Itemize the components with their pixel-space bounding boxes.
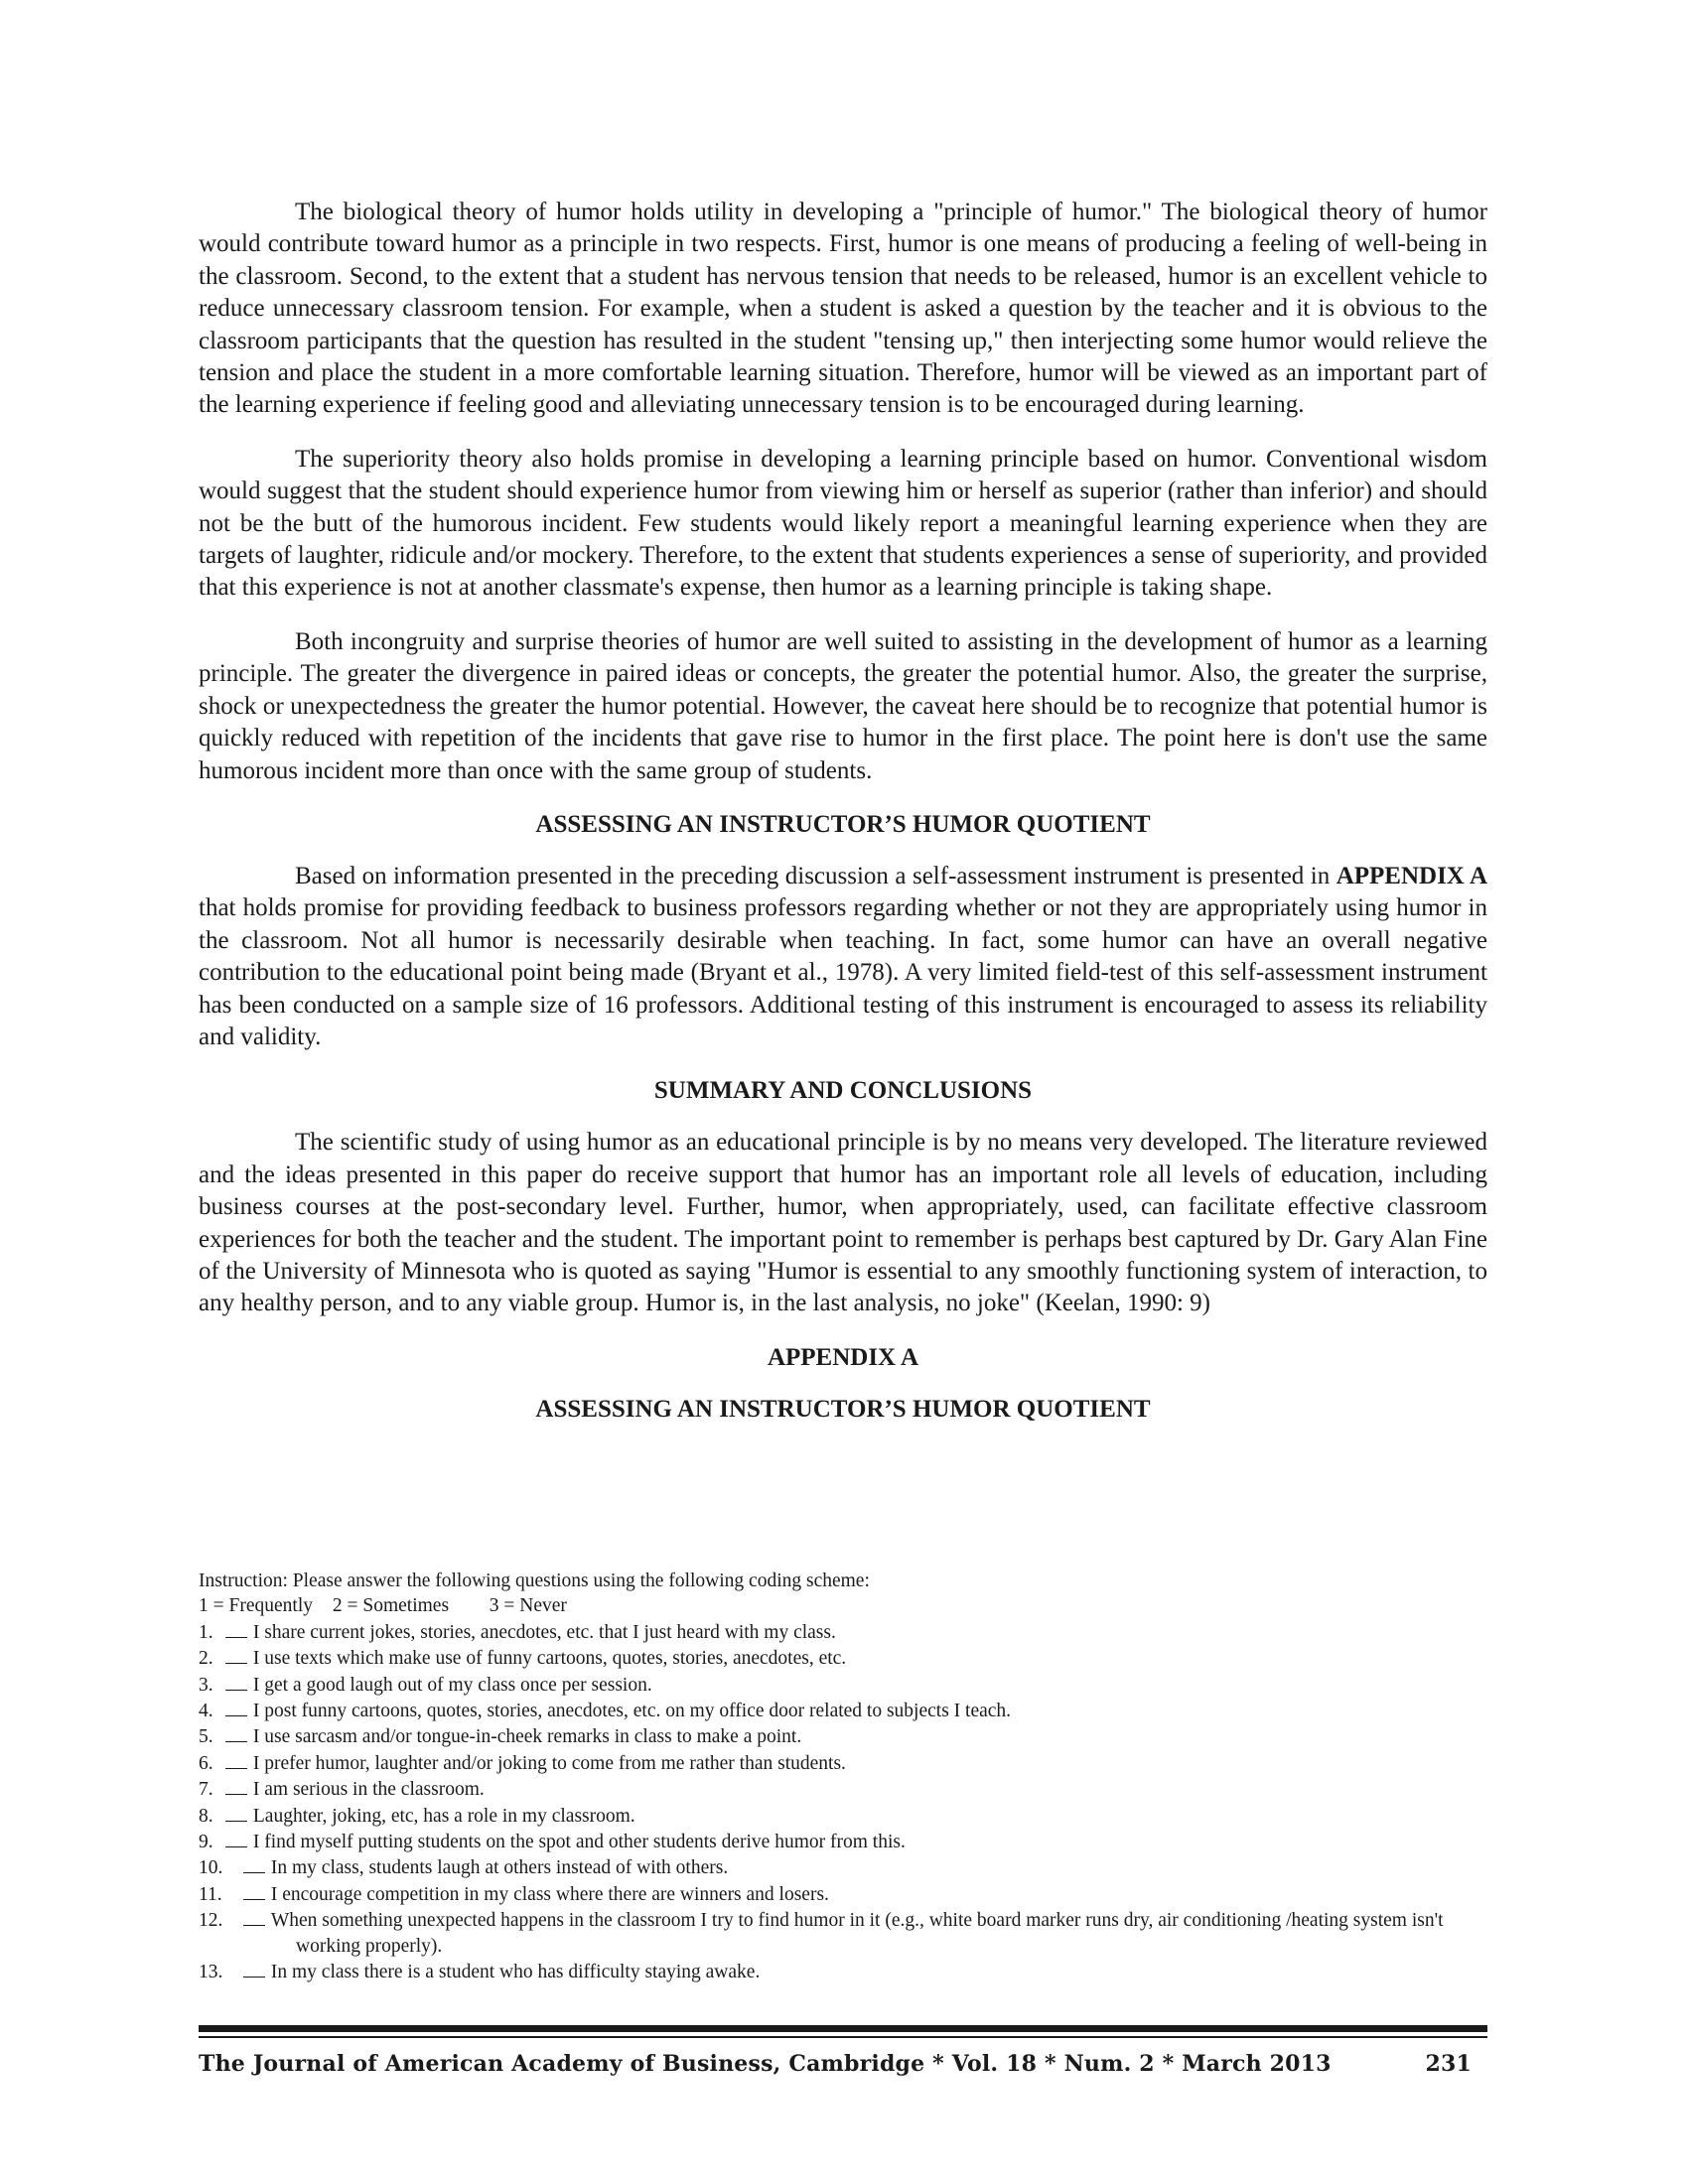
item-text: I use texts which make use of funny cartoons, quotes, stories, anecdotes, etc. bbox=[252, 1648, 847, 1670]
item-number: 9. bbox=[199, 1832, 213, 1853]
humor-quotient-questionnaire bbox=[199, 1569, 1487, 1985]
item-number: 10. bbox=[199, 1857, 223, 1879]
questionnaire-item bbox=[199, 1698, 1487, 1723]
questionnaire-item bbox=[199, 1619, 1487, 1645]
questionnaire-instruction: Instruction: Please answer the following questions using the following coding scheme: bbox=[199, 1570, 870, 1591]
answer-blank[interactable] bbox=[243, 1959, 265, 1978]
answer-blank[interactable] bbox=[225, 1803, 247, 1822]
questionnaire-item bbox=[199, 1907, 1487, 1959]
item-text: I am serious in the classroom. bbox=[252, 1779, 485, 1801]
assessing-text-after: that holds promise for providing feedback to business professors regarding whether or not they are appropriately using humor in the classroom. Not all humor is necessarily desirable when teaching. In fact, some humor can have an overall negative contribution to the educational point being made (Bryant et al., 1978). A very limited field-test of this self-assessment instrument has been conducted on a sample size of 16 professors. Additional testing of this instrument is encouraged to assess its reliability and validity. bbox=[199, 894, 1487, 1050]
item-text: I share current jokes, stories, anecdotes, etc. that I just heard with my class. bbox=[252, 1621, 836, 1643]
item-text: When something unexpected happens in the classroom I try to find humor in it (e.g., white board marker runs dry, air conditioning /heating system isn't working properly). bbox=[270, 1910, 1444, 1957]
item-text: I get a good laugh out of my class once per session. bbox=[252, 1674, 652, 1696]
answer-blank[interactable] bbox=[243, 1854, 265, 1873]
item-text: I post funny cartoons, quotes, stories, anecdotes, etc. on my office door related to subjects I teach. bbox=[252, 1701, 1012, 1722]
questionnaire-item bbox=[199, 1750, 1487, 1776]
heading-summary-conclusions: SUMMARY AND CONCLUSIONS bbox=[653, 1077, 1033, 1105]
questionnaire-item bbox=[199, 1803, 1487, 1829]
paragraph-assessing bbox=[199, 861, 1487, 1053]
assessing-text-before: Based on information presented in the preceding discussion a self-assessment instrument is presented in bbox=[295, 862, 1336, 889]
footer-rule-thick bbox=[199, 2025, 1487, 2032]
scale-never: 3 = Never bbox=[489, 1595, 567, 1617]
paragraph-incongruity-surprise: Both incongruity and surprise theories of humor are well suited to assisting in the development of humor as a learning principle. The greater the divergence in paired ideas or concepts, the greater the potential humor. Also, the greater the surprise, shock or unexpectedness the greater the humor potential. However, the caveat here should be to recognize that potential humor is quickly reduced with repetition of the incidents that gave rise to humor in the first place. The point here is don't use the same humorous incident more than once with the same group of students. bbox=[199, 627, 1487, 784]
footer-rule-thin bbox=[199, 2036, 1487, 2038]
answer-blank[interactable] bbox=[243, 1881, 265, 1900]
item-number: 13. bbox=[199, 1962, 223, 1983]
answer-blank[interactable] bbox=[225, 1698, 247, 1716]
questionnaire-item bbox=[199, 1854, 1487, 1880]
item-number: 6. bbox=[199, 1752, 213, 1774]
appendix-a-reference: APPENDIX A bbox=[1336, 862, 1487, 889]
answer-blank[interactable] bbox=[225, 1645, 247, 1664]
scale-sometimes: 2 = Sometimes bbox=[332, 1595, 450, 1617]
questionnaire-item bbox=[199, 1959, 1487, 1984]
item-text: I prefer humor, laughter and/or joking to come from me rather than students. bbox=[252, 1752, 846, 1774]
page-number: 231 bbox=[1425, 2051, 1472, 2077]
item-text: I find myself putting students on the spot and other students derive humor from this. bbox=[252, 1832, 906, 1853]
item-text: Laughter, joking, etc, has a role in my classroom. bbox=[252, 1805, 635, 1827]
scale-frequently: 1 = Frequently bbox=[199, 1595, 313, 1617]
answer-blank[interactable] bbox=[225, 1750, 247, 1769]
journal-citation: The Journal of American Academy of Business, Cambridge * Vol. 18 * Num. 2 * March 2013 bbox=[199, 2051, 1332, 2077]
answer-blank[interactable] bbox=[225, 1619, 247, 1638]
item-text: In my class, students laugh at others instead of with others. bbox=[270, 1857, 729, 1879]
item-number: 7. bbox=[199, 1779, 213, 1801]
questionnaire-item bbox=[199, 1776, 1487, 1802]
questionnaire-items bbox=[199, 1619, 1487, 1985]
item-number: 12. bbox=[199, 1910, 223, 1932]
heading-assessing-humor-quotient: ASSESSING AN INSTRUCTOR’S HUMOR QUOTIENT bbox=[535, 810, 1151, 838]
item-number: 11. bbox=[199, 1883, 222, 1905]
answer-blank[interactable] bbox=[225, 1723, 247, 1742]
item-text: I encourage competition in my class where there are winners and losers. bbox=[270, 1883, 829, 1905]
paragraph-summary: The scientific study of using humor as an educational principle is by no means very developed. The literature reviewed and the ideas presented in this paper do receive support that humor has an important role all levels of education, including business courses at the post-secondary level. Further, humor, when appropriately, used, can facilitate effective classroom experiences for both the teacher and the student. The important point to remember is perhaps best captured by Dr. Gary Alan Fine of the University of Minnesota who is quoted as saying "Humor is essential to any smoothly functioning system of interaction, to any healthy person, and to any viable group. Humor is, in the last analysis, no joke" (Keelan, 1990: 9) bbox=[199, 1129, 1487, 1317]
questionnaire-item bbox=[199, 1672, 1487, 1698]
questionnaire-item bbox=[199, 1881, 1487, 1907]
heading-appendix-a: APPENDIX A bbox=[767, 1343, 919, 1371]
item-number: 3. bbox=[199, 1674, 213, 1696]
paragraph-biological-theory: The biological theory of humor holds utility in developing a "principle of humor." The biological theory of humor would contribute toward humor as a principle in two respects. First, humor is one means of producing a feeling of well-being in the classroom. Second, to the extent that a student has nervous tension that needs to be released, humor is an excellent vehicle to reduce unnecessary classroom tension. For example, when a student is asked a question by the teacher and it is obvious to the classroom participants that the question has resulted in the student "tensing up," then interjecting some humor would relieve the tension and place the student in a more comfortable learning situation. Therefore, humor will be viewed as an important part of the learning experience if feeling good and alleviating unnecessary tension is to be encouraged during learning. bbox=[199, 199, 1487, 419]
item-number: 5. bbox=[199, 1726, 213, 1748]
item-text: I use sarcasm and/or tongue-in-cheek remarks in class to make a point. bbox=[252, 1726, 802, 1748]
answer-blank[interactable] bbox=[225, 1776, 247, 1795]
item-number: 8. bbox=[199, 1805, 213, 1827]
questionnaire-item bbox=[199, 1723, 1487, 1749]
item-text: In my class there is a student who has difficulty staying awake. bbox=[270, 1962, 761, 1983]
answer-blank[interactable] bbox=[225, 1672, 247, 1691]
answer-blank[interactable] bbox=[243, 1907, 265, 1926]
item-number: 2. bbox=[199, 1648, 213, 1670]
article-body bbox=[199, 197, 1487, 1445]
item-number: 4. bbox=[199, 1701, 213, 1722]
questionnaire-item bbox=[199, 1829, 1487, 1854]
item-number: 1. bbox=[199, 1621, 213, 1643]
answer-blank[interactable] bbox=[225, 1829, 247, 1847]
coding-scale bbox=[199, 1593, 1487, 1618]
paragraph-superiority-theory: The superiority theory also holds promise in developing a learning principle based on humor. Conventional wisdom would suggest that the student should experience humor from viewing him or herself as superior (rather than inferior) and should not be the butt of the humorous incident. Few students would likely report a meaningful learning experience when they are targets of laughter, ridicule and/or mockery. Therefore, to the extent that students experiences a sense of superiority, and provided that this experience is not at another classmate's expense, then humor as a learning principle is taking shape. bbox=[199, 445, 1487, 602]
heading-appendix-subtitle: ASSESSING AN INSTRUCTOR’S HUMOR QUOTIENT bbox=[535, 1395, 1151, 1423]
questionnaire-item bbox=[199, 1645, 1487, 1671]
